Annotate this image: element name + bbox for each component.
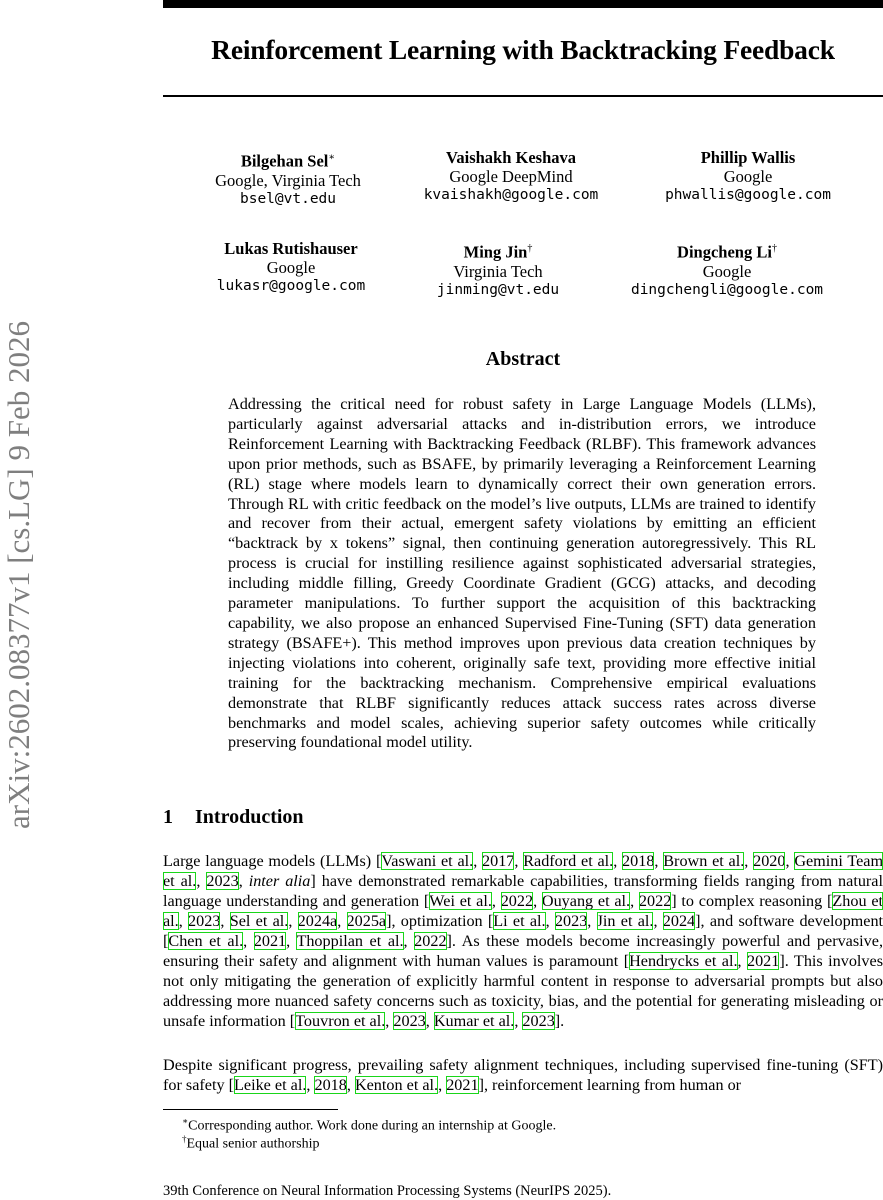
author-block	[618, 148, 878, 205]
citation-link[interactable]: 2017	[482, 852, 515, 870]
text-span: ,	[473, 852, 483, 870]
text-span: ,	[337, 912, 347, 930]
citation-link[interactable]: Kenton et al.	[354, 1076, 439, 1094]
text-span: ,	[785, 852, 795, 870]
author-name: Lukas Rutishauser	[224, 239, 358, 258]
intro-paragraph-2	[163, 1055, 883, 1095]
text-span: ,	[425, 1012, 434, 1030]
citation-link[interactable]: 2023	[554, 912, 588, 930]
text-span: ,	[288, 912, 298, 930]
text-span: ], reinforcement learning from human or	[478, 1076, 742, 1094]
author-name: Phillip Wallis	[700, 148, 796, 167]
author-affiliation: Google DeepMind	[449, 167, 573, 186]
citation-link[interactable]: Thoppilan et al.	[296, 932, 404, 950]
arxiv-side-stamp	[1, 265, 36, 885]
author-name: Ming Jin	[463, 242, 528, 262]
citation-link[interactable]: Sel et al.	[229, 912, 289, 930]
citation-link[interactable]: 2023	[393, 1012, 426, 1030]
section-number: 1	[163, 806, 173, 828]
citation-link[interactable]: 2018	[314, 1076, 347, 1094]
author-email[interactable]: bsel@vt.edu	[239, 190, 337, 207]
citation-link[interactable]: 2021	[446, 1076, 479, 1094]
title-bottom-rule	[163, 95, 883, 97]
text-span: ,	[587, 912, 597, 930]
citation-link[interactable]: Kumar et al.	[433, 1012, 515, 1030]
text-span: ,	[286, 932, 297, 950]
footnote-rule	[163, 1109, 338, 1110]
text-span: Despite significant progress, prevailing safety alignment techniques, including supervised fine-tuning (SFT) for safety [	[163, 1056, 883, 1094]
citation-link[interactable]: Leike et al.	[234, 1076, 307, 1094]
citation-link[interactable]: Radford et al.	[523, 852, 614, 870]
author-mark: †	[771, 243, 777, 254]
author-name: Bilgehan Sel	[240, 151, 329, 171]
author-block	[597, 239, 857, 300]
citation-link[interactable]: Touvron et al.	[295, 1012, 386, 1030]
text-span: ,	[630, 892, 639, 910]
author-email[interactable]: dingchengli@google.com	[630, 281, 824, 298]
footnote-mark: ∗	[182, 1116, 189, 1126]
text-span: ,	[744, 852, 754, 870]
author-name: Vaishakh Keshava	[445, 148, 577, 167]
footnote-text: Corresponding author. Work done during an internship at Google.	[188, 1118, 557, 1134]
text-span: ,	[653, 912, 663, 930]
intro-paragraph-1	[163, 851, 883, 1031]
author-affiliation: Google	[723, 167, 773, 186]
text-span: ] have demonstrated remarkable capabilities, transforming fields ranging from natural language understanding and generation [	[163, 872, 883, 910]
citation-link[interactable]: 2020	[753, 852, 786, 870]
abstract-heading: Abstract	[485, 348, 561, 370]
author-affiliation: Google	[266, 258, 316, 277]
citation-link[interactable]: Vaswani et al.	[381, 852, 474, 870]
text-span: ,	[385, 1012, 394, 1030]
text-span: ,	[737, 952, 747, 970]
text-span: ]. This involves not only mitigating the generation of explicitly harmful content in response to adversarial prompts but also addressing more nuanced safety concerns such as toxicity, bias, and the potential for generating misleading or unsafe information [	[163, 952, 883, 1030]
citation-link[interactable]: 2021	[746, 952, 780, 970]
author-mark: ∗	[328, 152, 336, 163]
citation-link[interactable]: 2023	[188, 912, 221, 930]
paper-title: Reinforcement Learning with Backtracking Feedback	[211, 34, 835, 65]
citation-link[interactable]: Wei et al.	[429, 892, 492, 910]
text-span: ,	[178, 912, 189, 930]
text-span: inter alia	[248, 872, 311, 890]
text-span: ], and software development [	[163, 912, 883, 950]
citation-link[interactable]: 2024	[662, 912, 696, 930]
text-span: ,	[238, 872, 249, 890]
text-span: ,	[514, 852, 524, 870]
text-span: ,	[438, 1076, 447, 1094]
text-span: ,	[514, 1012, 523, 1030]
citation-link[interactable]: 2023	[522, 1012, 555, 1030]
citation-link[interactable]: Brown et al.	[663, 852, 745, 870]
text-span: ,	[196, 872, 207, 890]
citation-link[interactable]: 2018	[622, 852, 655, 870]
citation-link[interactable]: 2022	[500, 892, 534, 910]
footnote-mark: †	[182, 1134, 187, 1144]
author-affiliation: Google	[702, 261, 752, 281]
citation-link[interactable]: 2022	[414, 932, 447, 950]
citation-link[interactable]: 2023	[206, 872, 239, 890]
text-span: Large language models (LLMs) [	[163, 852, 382, 870]
author-mark: †	[527, 243, 533, 254]
text-span: ,	[243, 932, 254, 950]
text-span: ,	[306, 1076, 315, 1094]
author-block	[368, 239, 628, 300]
text-span: ,	[346, 1076, 355, 1094]
author-affiliation: Google, Virginia Tech	[215, 170, 361, 190]
top-rule	[163, 0, 883, 8]
citation-link[interactable]: Zhou et al.	[163, 892, 883, 930]
text-span: ]. As these models become increasingly powerful and pervasive, ensuring their safety and alignment with human values is paramount [	[163, 932, 883, 970]
author-email[interactable]: phwallis@google.com	[665, 187, 831, 203]
author-block	[381, 148, 641, 205]
citation-link[interactable]: Ouyang et al.	[541, 892, 631, 910]
section-title: Introduction	[195, 806, 304, 828]
citation-link[interactable]: Chen et al.	[168, 932, 244, 950]
author-email[interactable]: kvaishakh@google.com	[423, 187, 599, 203]
abstract-text: Addressing the critical need for robust safety in Large Language Models (LLMs), particularly against adversarial attacks and in-distribution errors, we introduce Reinforcement Learning with Backtracking Feedback (RLBF). This framework advances upon prior methods, such as BSAFE, by primarily leveraging a Reinforcement Learning (RL) stage where models learn to dynamically correct their own generation errors. Through RL with critic feedback on the model’s live outputs, LLMs are trained to identify and recover from their actual, emergent safety violations by emitting an efficient “backtrack by x tokens” signal, then continuing generation autoregressively. This RL process is crucial for instilling resilience against sophisticated adversarial strategies, including middle filling, Greedy Coordinate Gradient (GCG) attacks, and decoding parameter manipulations. To further support the acquisition of this backtracking capability, we also propose an enhanced Supervised Fine-Tuning (SFT) data generation strategy (BSAFE+). This method improves upon previous data creation techniques by injecting violations into coherent, originally safe text, providing more effective initial training for the backtracking mechanism. Comprehensive empirical evaluations demonstrate that RLBF significantly reduces attack success rates across diverse benchmarks and model scales, achieving superior safety outcomes while critically preserving foundational model utility.	[228, 395, 816, 752]
citation-link[interactable]: Hendrycks et al.	[629, 952, 738, 970]
citation-link[interactable]: 2025a	[346, 912, 387, 930]
section-heading	[163, 806, 304, 829]
text-span: ,	[533, 892, 542, 910]
text-span: ,	[545, 912, 555, 930]
conference-footer: 39th Conference on Neural Information Processing Systems (NeurIPS 2025).	[163, 1183, 612, 1199]
text-span: ].	[554, 1012, 565, 1030]
text-span: ] to complex reasoning [	[671, 892, 833, 910]
author-email[interactable]: jinming@vt.edu	[436, 281, 560, 298]
text-span: ,	[403, 932, 415, 950]
footnote-text: Equal senior authorship	[186, 1136, 320, 1152]
text-span: ,	[491, 892, 501, 910]
citation-link[interactable]: Li et al.	[493, 912, 546, 930]
citation-link[interactable]: Jin et al.	[596, 912, 654, 930]
citation-link[interactable]: 2022	[638, 892, 672, 910]
text-span: ,	[220, 912, 230, 930]
text-span: ,	[613, 852, 623, 870]
author-email[interactable]: lukasr@google.com	[216, 278, 366, 294]
footnote	[182, 1131, 319, 1153]
author-name: Dingcheng Li	[677, 242, 772, 262]
text-span: ], optimization [	[386, 912, 494, 930]
citation-link[interactable]: Gemini Team et al.	[163, 852, 883, 890]
author-affiliation: Virginia Tech	[453, 261, 543, 281]
author-block	[158, 148, 418, 209]
text-span: ,	[654, 852, 664, 870]
citation-link[interactable]: 2021	[253, 932, 287, 950]
arxiv-id: arXiv:2602.08377v1 [cs.LG] 9 Feb 2026	[1, 321, 36, 829]
citation-link[interactable]: 2024a	[297, 912, 338, 930]
